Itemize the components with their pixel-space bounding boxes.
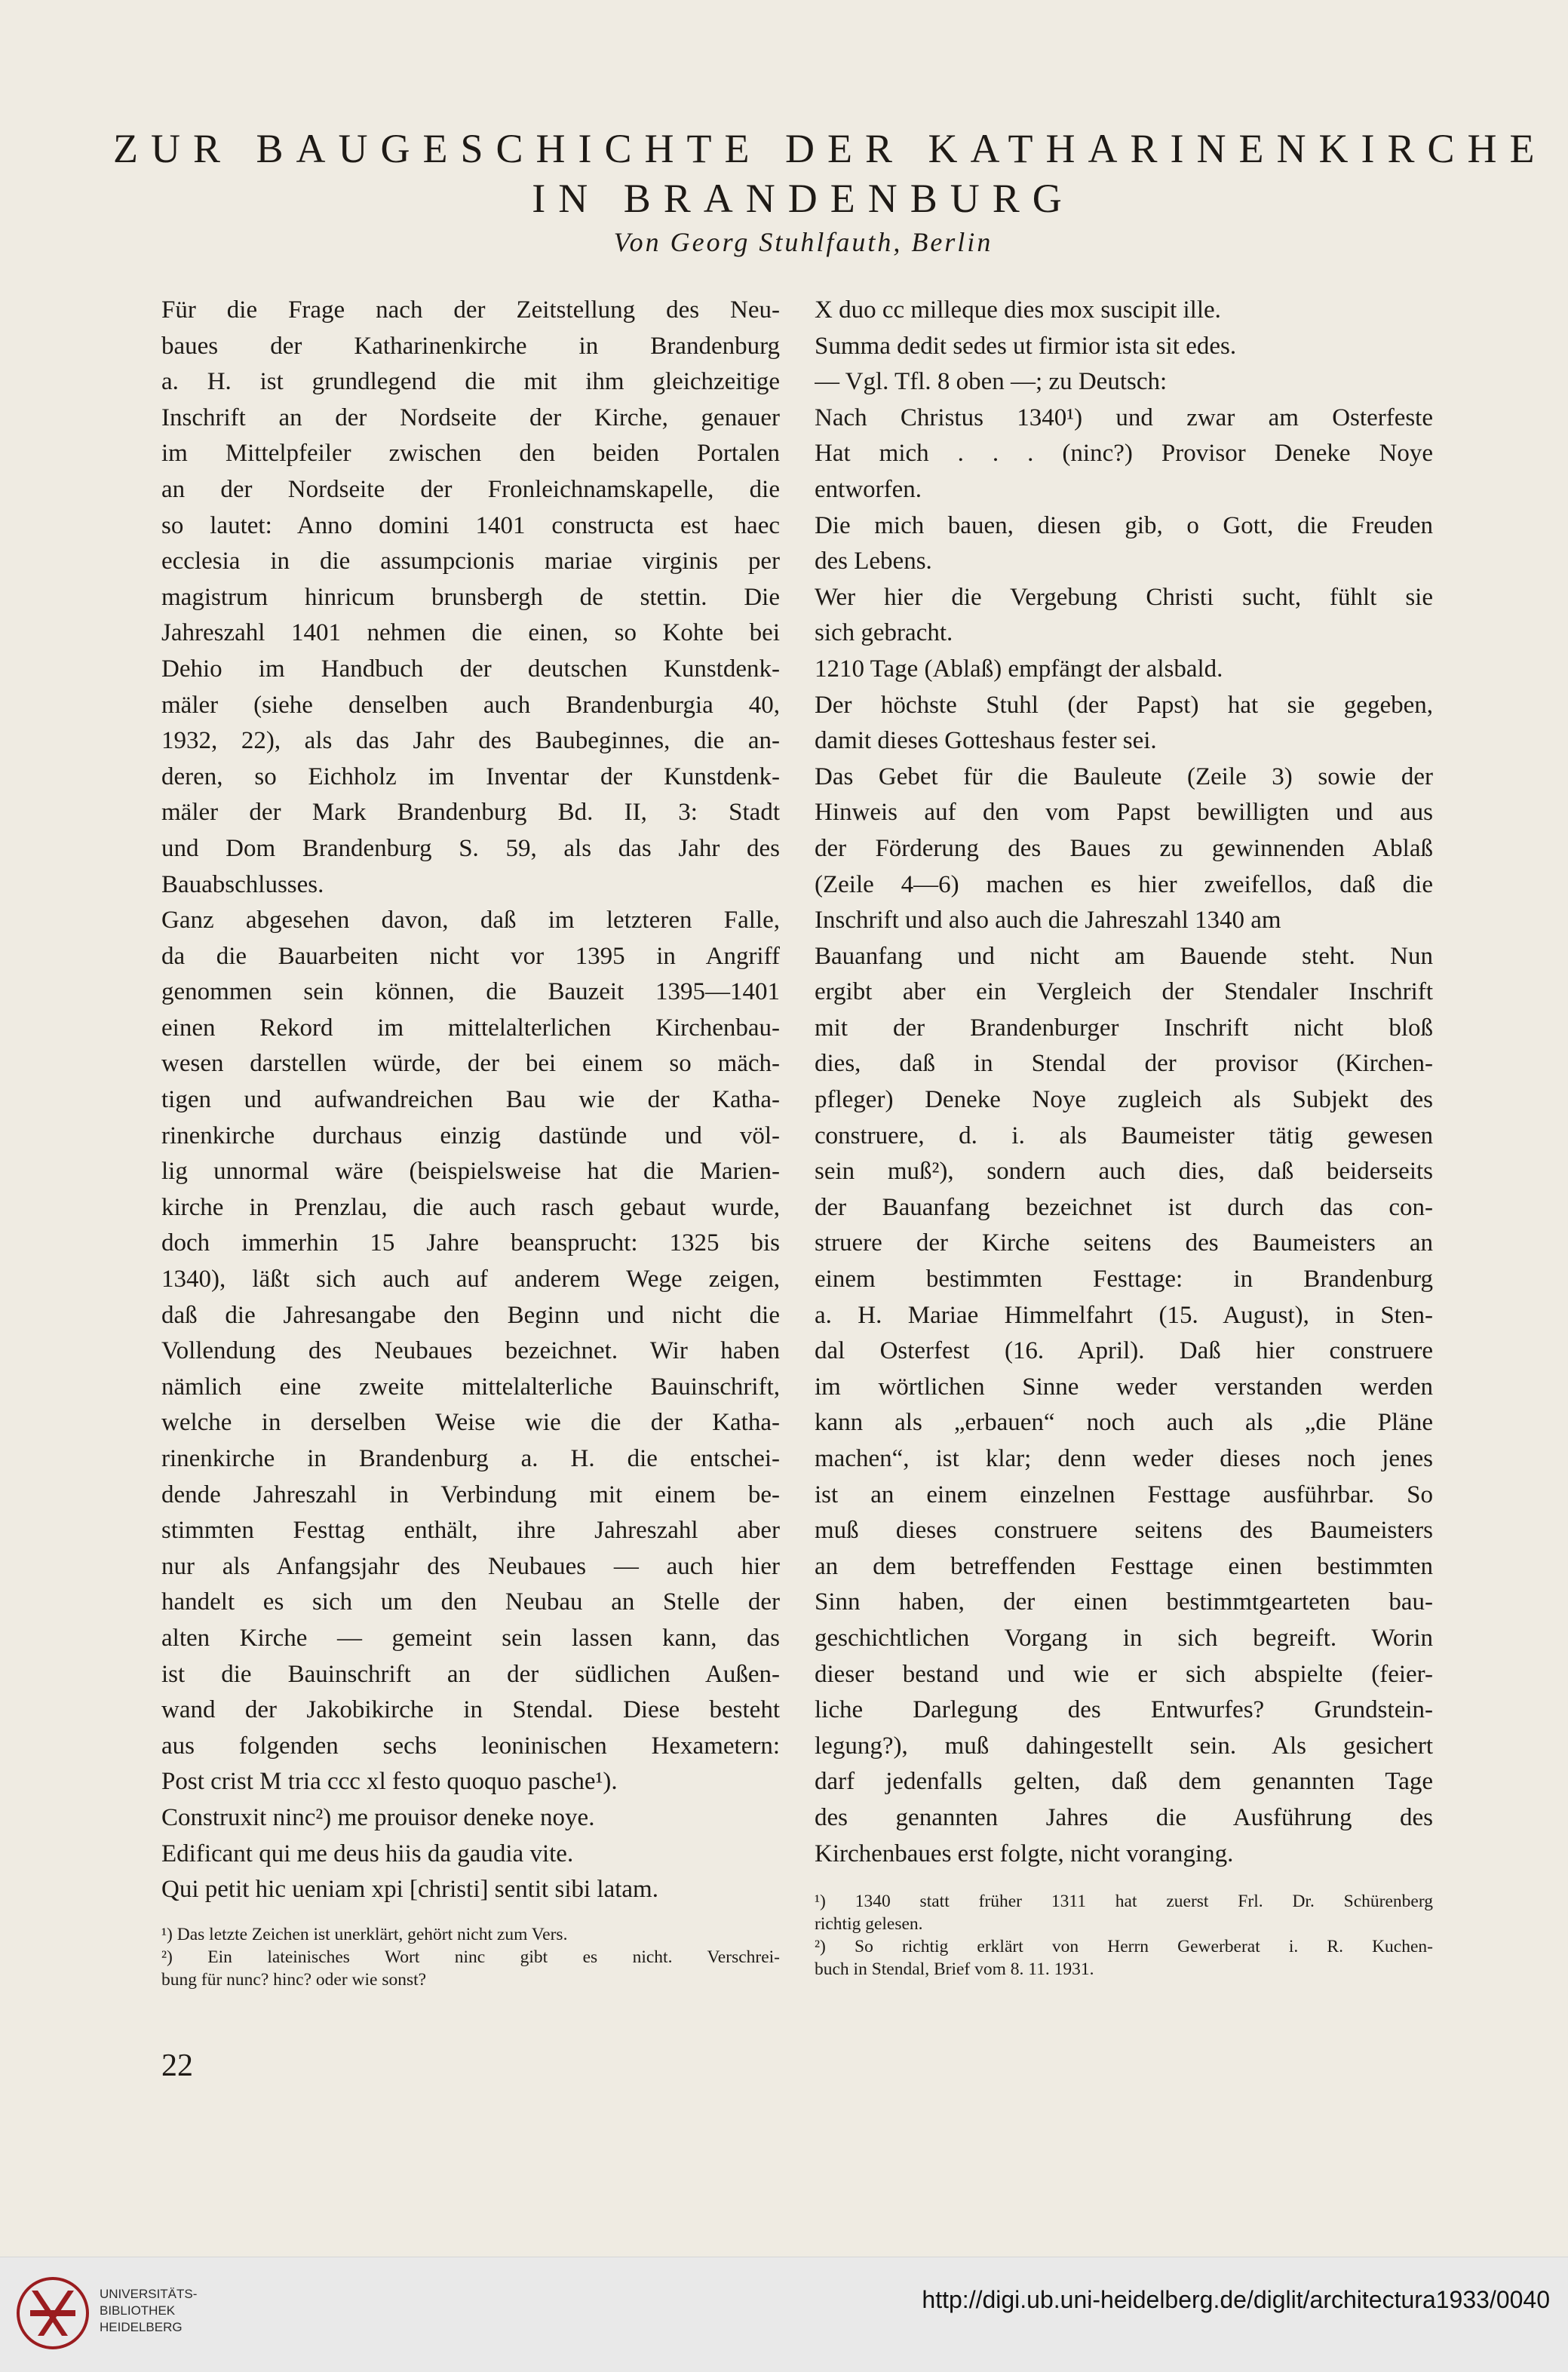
text-line: sich gebracht.	[815, 619, 953, 647]
text-line: welche in derselben Weise wie die der Katha-	[161, 1409, 780, 1437]
text-line: mäler der Mark Brandenburg Bd. II, 3: Stadt	[161, 799, 780, 827]
text-line: ist an einem einzelnen Festtage ausführbar. So	[815, 1481, 1433, 1508]
text-line: der Bauanfang bezeichnet ist durch das con-	[815, 1193, 1433, 1221]
library-name-line-1: UNIVERSITÄTS-	[100, 2287, 198, 2301]
text-line: magistrum hinricum brunsbergh de stettin. Die	[161, 583, 780, 611]
text-line: Kirchenbaues erst folgte, nicht voranging.	[815, 1840, 1234, 1867]
text-line: deren, so Eichholz im Inventar der Kunstdenk-	[161, 763, 780, 790]
text-line: ecclesia in die assumpcionis mariae virginis per	[161, 548, 780, 575]
text-line: Bauabschlusses.	[161, 870, 324, 898]
text-line: lig unnormal wäre (beispielsweise hat die Marien-	[161, 1158, 780, 1186]
text-line: der Förderung des Baues zu gewinnenden Ablaß	[815, 834, 1433, 862]
text-line: wesen darstellen würde, der bei einem so mäch-	[161, 1050, 780, 1078]
text-line: Nach Christus 1340¹) und zwar am Osterfeste	[815, 404, 1433, 431]
footnote-line: richtig gelesen.	[815, 1914, 923, 1934]
text-line: sein muß²), sondern auch dies, daß beiderseits	[815, 1158, 1433, 1186]
text-line: Wer hier die Vergebung Christi sucht, fühlt sie	[815, 583, 1433, 611]
text-line: 1932, 22), als das Jahr des Baubeginnes, die an-	[161, 727, 780, 755]
text-line: einen Rekord im mittelalterlichen Kirchenbau-	[161, 1014, 780, 1042]
text-line: Summa dedit sedes ut firmior ista sit edes.	[815, 332, 1237, 360]
text-line: rinenkirche durchaus einzig dastünde und völ-	[161, 1122, 780, 1149]
text-line: doch immerhin 15 Jahre beansprucht: 1325 bis	[161, 1229, 780, 1257]
text-line: mäler (siehe denselben auch Brandenburgia 40,	[161, 691, 780, 719]
article-byline: Von Georg Stuhlfauth, Berlin	[613, 227, 993, 257]
text-line: nur als Anfangsjahr des Neubaues — auch hier	[161, 1552, 780, 1580]
text-line: Jahreszahl 1401 nehmen die einen, so Kohte bei	[161, 619, 780, 647]
text-line: Sinn haben, der einen bestimmtgearteten bau-	[815, 1588, 1433, 1616]
text-line: X duo cc milleque dies mox suscipit ille.	[815, 296, 1221, 324]
text-line: handelt es sich um den Neubau an Stelle der	[161, 1588, 780, 1616]
text-line: genommen sein können, die Bauzeit 1395—1401	[161, 978, 780, 1006]
text-line: dal Osterfest (16. April). Daß hier construere	[815, 1337, 1433, 1365]
source-url-link[interactable]: http://digi.ub.uni-heidelberg.de/diglit/architectura1933/0040	[922, 2286, 1550, 2313]
text-line: ergibt aber ein Vergleich der Stendaler Inschrift	[815, 978, 1433, 1006]
text-line: baues der Katharinenkirche in Brandenburg	[161, 332, 780, 360]
text-line: — Vgl. Tfl. 8 oben —; zu Deutsch:	[815, 368, 1168, 396]
text-line: Inschrift und also auch die Jahreszahl 1340 am	[815, 907, 1281, 934]
footnote-line: ²) So richtig erklärt von Herrn Gewerberat i. R. Kuchen-	[815, 1937, 1433, 1956]
library-name-line-3: HEIDELBERG	[100, 2320, 183, 2334]
text-line: nämlich eine zweite mittelalterliche Bauinschrift,	[161, 1373, 780, 1401]
right-text-column	[815, 293, 1433, 1872]
article-title-line-1: ZUR BAUGESCHICHTE DER KATHARINENKIRCHE	[113, 126, 1548, 171]
text-line: muß dieses construere seitens des Baumeisters	[815, 1517, 1433, 1545]
text-line: dies, daß in Stendal der provisor (Kirchen-	[815, 1050, 1433, 1078]
footnote-line: ¹) 1340 statt früher 1311 hat zuerst Frl. Dr. Schürenberg	[815, 1892, 1433, 1911]
text-line: stimmten Festtag enthält, ihre Jahreszahl aber	[161, 1517, 780, 1545]
text-line: mit der Brandenburger Inschrift nicht bloß	[815, 1014, 1433, 1042]
text-line: des Lebens.	[815, 548, 932, 575]
right-footnotes	[815, 1890, 1433, 1981]
text-line: Dehio im Handbuch der deutschen Kunstdenk-	[161, 655, 780, 683]
text-line: Hinweis auf den vom Papst bewilligten und aus	[815, 799, 1433, 827]
library-name	[100, 2286, 197, 2336]
text-line: Qui petit hic ueniam xpi [christi] sentit sibi latam.	[161, 1876, 658, 1904]
text-line: so lautet: Anno domini 1401 constructa est haec	[161, 511, 780, 539]
text-line: liche Darlegung des Entwurfes? Grundstein-	[815, 1696, 1433, 1724]
text-line: pfleger) Deneke Noye zugleich als Subjekt des	[815, 1086, 1433, 1114]
text-line: Hat mich . . . (ninc?) Provisor Deneke Noye	[815, 440, 1433, 468]
footnote-line: ²) Ein lateinisches Wort ninc gibt es nicht. Verschrei-	[161, 1947, 780, 1967]
footnote-line: bung für nunc? hinc? oder wie sonst?	[161, 1970, 427, 1990]
text-line: darf jedenfalls gelten, daß dem genannten Tage	[815, 1768, 1433, 1796]
text-line: an dem betreffenden Festtage einen bestimmten	[815, 1552, 1433, 1580]
library-name-line-2: BIBLIOTHEK	[100, 2303, 176, 2318]
text-line: dende Jahreszahl in Verbindung mit einem be-	[161, 1481, 780, 1508]
text-line: kirche in Prenzlau, die auch rasch gebaut wurde,	[161, 1193, 780, 1221]
text-line: daß die Jahresangabe den Beginn und nicht die	[161, 1301, 780, 1329]
text-line: im wörtlichen Sinne weder verstanden werden	[815, 1373, 1433, 1401]
text-line: Bauanfang und nicht am Bauende steht. Nun	[815, 942, 1433, 970]
text-line: ist die Bauinschrift an der südlichen Außen-	[161, 1660, 780, 1688]
text-line: struere der Kirche seitens des Baumeisters an	[815, 1229, 1433, 1257]
left-footnotes	[161, 1923, 780, 1991]
text-line: Post crist M tria ccc xl festo quoquo pasche¹).	[161, 1768, 618, 1796]
text-line: (Zeile 4—6) machen es hier zweifellos, daß die	[815, 870, 1433, 898]
text-line: Die mich bauen, diesen gib, o Gott, die Freuden	[815, 511, 1433, 539]
text-line: und Dom Brandenburg S. 59, als das Jahr des	[161, 834, 780, 862]
text-line: Inschrift an der Nordseite der Kirche, genauer	[161, 404, 780, 431]
text-line: dieser bestand und wie er sich abspielte (feier-	[815, 1660, 1433, 1688]
text-line: machen“, ist klar; denn weder dieses noch jenes	[815, 1445, 1433, 1472]
text-line: Der höchste Stuhl (der Papst) hat sie gegeben,	[815, 691, 1433, 719]
text-line: construere, d. i. als Baumeister tätig gewesen	[815, 1122, 1433, 1149]
heidelberg-university-library-logo[interactable]	[15, 2275, 91, 2351]
text-line: aus folgenden sechs leoninischen Hexametern:	[161, 1732, 780, 1760]
text-line: im Mittelpfeiler zwischen den beiden Portalen	[161, 440, 780, 468]
text-line: Ganz abgesehen davon, daß im letzteren Falle,	[161, 907, 780, 934]
text-line: rinenkirche in Brandenburg a. H. die entschei-	[161, 1445, 780, 1472]
text-line: wand der Jakobikirche in Stendal. Diese besteht	[161, 1696, 780, 1724]
text-line: an der Nordseite der Fronleichnamskapelle, die	[161, 475, 780, 503]
text-line: a. H. Mariae Himmelfahrt (15. August), in Sten-	[815, 1301, 1433, 1329]
text-line: 1340), läßt sich auch auf anderem Wege zeigen,	[161, 1266, 780, 1293]
text-line: alten Kirche — gemeint sein lassen kann, das	[161, 1624, 780, 1652]
text-line: Construxit ninc²) me prouisor deneke noye.	[161, 1803, 595, 1831]
text-line: 1210 Tage (Ablaß) empfängt der alsbald.	[815, 655, 1223, 683]
footnote-line: buch in Stendal, Brief vom 8. 11. 1931.	[815, 1959, 1094, 1979]
text-line: a. H. ist grundlegend die mit ihm gleichzeitige	[161, 368, 780, 396]
text-line: entworfen.	[815, 475, 922, 503]
text-line: damit dieses Gotteshaus fester sei.	[815, 727, 1157, 755]
text-line: Das Gebet für die Bauleute (Zeile 3) sowie der	[815, 763, 1433, 790]
text-line: einem bestimmten Festtage: in Brandenburg	[815, 1266, 1433, 1293]
text-line: geschichtlichen Vorgang in sich begreift. Worin	[815, 1624, 1433, 1652]
footnote-line: ¹) Das letzte Zeichen ist unerklärt, gehört nicht zum Vers.	[161, 1925, 568, 1944]
text-line: legung?), muß dahingestellt sein. Als gesichert	[815, 1732, 1433, 1760]
text-line: Edificant qui me deus hiis da gaudia vite.	[161, 1840, 574, 1867]
left-text-column	[161, 293, 780, 1908]
text-line: Vollendung des Neubaues bezeichnet. Wir haben	[161, 1337, 780, 1365]
text-line: des genannten Jahres die Ausführung des	[815, 1803, 1433, 1831]
article-title-line-2: IN BRANDENBURG	[532, 176, 1075, 221]
text-line: da die Bauarbeiten nicht vor 1395 in Angriff	[161, 942, 780, 970]
text-line: Für die Frage nach der Zeitstellung des Neu-	[161, 296, 780, 324]
text-line: tigen und aufwandreichen Bau wie der Katha-	[161, 1086, 780, 1114]
text-line: kann als „erbauen“ noch auch als „die Pläne	[815, 1409, 1433, 1437]
viewer-footer	[0, 2257, 1568, 2372]
page-number: 22	[161, 2048, 193, 2083]
